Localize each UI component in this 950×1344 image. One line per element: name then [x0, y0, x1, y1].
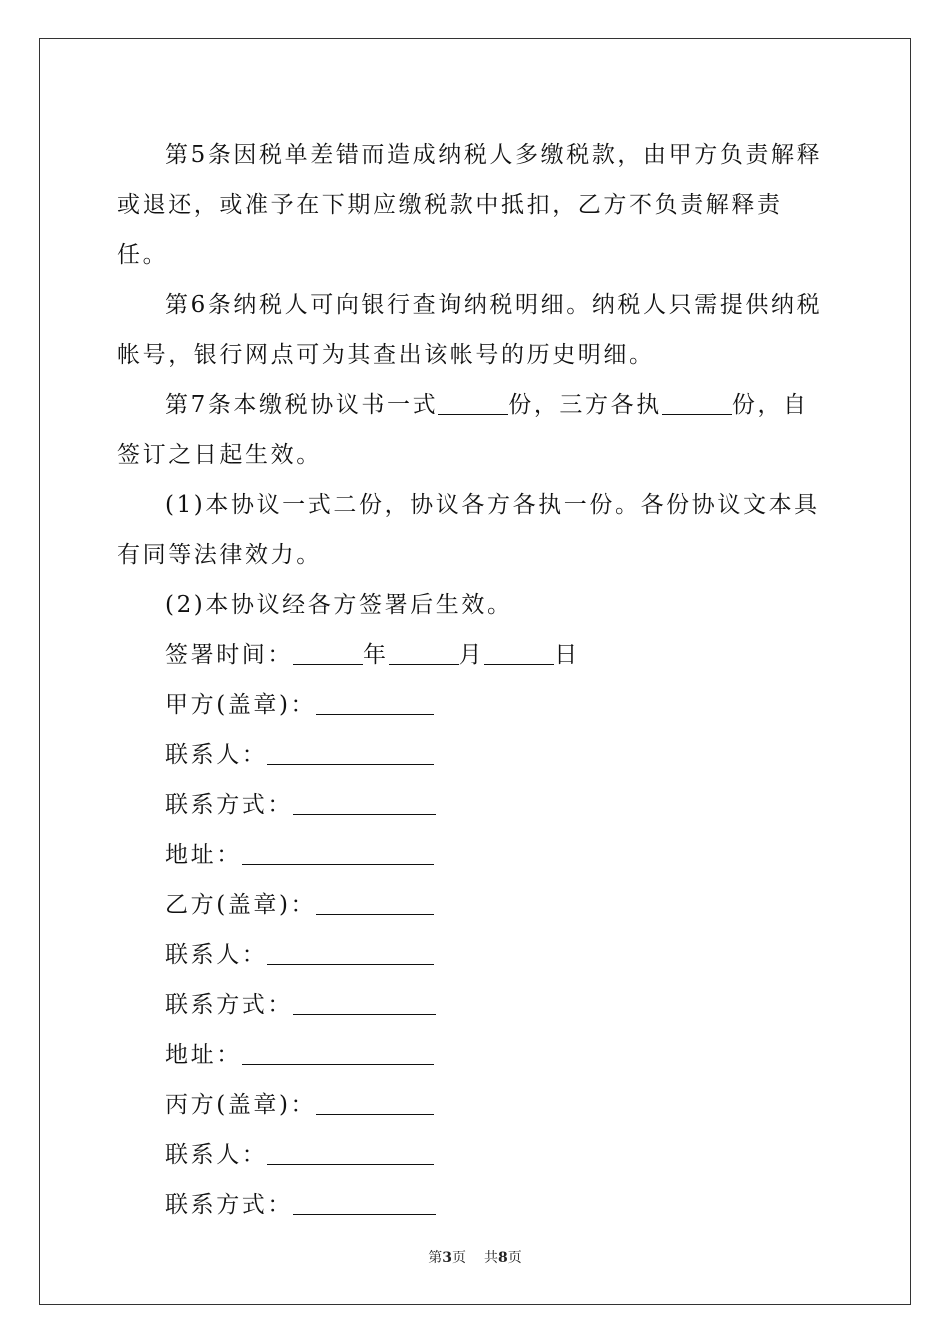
party-b-contact-blank — [267, 940, 434, 965]
day-label: 日 — [554, 642, 580, 668]
party-a-seal-label: 甲方(盖章)： — [165, 692, 317, 718]
clause-6-paragraph: 第6条纳税人可向银行查询纳税明细。纳税人只需提供纳税帐号，银行网点可为其查出该帐号的历史明细。 — [117, 292, 823, 368]
page-number: 3 — [442, 1250, 452, 1266]
total-pages: 8 — [498, 1250, 508, 1266]
party-c-seal-label: 丙方(盖章)： — [165, 1092, 317, 1118]
item-2-paragraph: (2)本协议经各方签署后生效。 — [165, 592, 513, 618]
page-suffix: 页 — [452, 1250, 466, 1266]
party-b-address-line — [117, 1030, 833, 1080]
party-b-method-line — [117, 980, 833, 1030]
party-b-seal-line — [117, 880, 833, 930]
party-c-seal-blank — [316, 1090, 434, 1115]
clause-5-paragraph: 第5条因税单差错而造成纳税人多缴税款，由甲方负责解释或退还，或准予在下期应缴税款中抵扣，乙方不负责解释责任。 — [117, 142, 823, 268]
party-a-contact-label: 联系人： — [165, 742, 268, 768]
total-prefix: 共 — [484, 1250, 498, 1266]
month-blank — [389, 640, 459, 665]
day-blank — [484, 640, 554, 665]
clause-7-text-a: 第7条本缴税协议书一式 — [165, 392, 439, 418]
document-body — [117, 130, 833, 1230]
party-a-method-line — [117, 780, 833, 830]
party-a-contact-blank — [267, 740, 434, 765]
party-b-address-blank — [242, 1040, 434, 1065]
sign-time-label: 签署时间： — [165, 642, 293, 668]
party-c-contact-line — [117, 1130, 833, 1180]
copies-each-blank — [662, 390, 732, 415]
party-a-seal-line — [117, 680, 833, 730]
page-footer — [0, 1247, 950, 1267]
party-c-method-label: 联系方式： — [165, 1192, 293, 1218]
page-prefix: 第 — [428, 1250, 443, 1266]
party-c-contact-blank — [267, 1140, 434, 1165]
party-a-method-blank — [293, 790, 436, 815]
party-b-contact-label: 联系人： — [165, 942, 268, 968]
party-a-address-label: 地址： — [165, 842, 242, 868]
party-c-method-line — [117, 1180, 833, 1230]
party-a-seal-blank — [316, 690, 434, 715]
party-b-address-label: 地址： — [165, 1042, 242, 1068]
party-a-method-label: 联系方式： — [165, 792, 293, 818]
clause-7-text-c: 份，自签订之日起生效。 — [117, 392, 809, 468]
party-a-address-line — [117, 830, 833, 880]
sign-time-line — [117, 630, 833, 680]
party-a-address-blank — [242, 840, 434, 865]
party-b-contact-line — [117, 930, 833, 980]
party-b-method-label: 联系方式： — [165, 992, 293, 1018]
party-a-contact-line — [117, 730, 833, 780]
item-1-paragraph: (1)本协议一式二份，协议各方各执一份。各份协议文本具有同等法律效力。 — [117, 492, 820, 568]
party-c-contact-label: 联系人： — [165, 1142, 268, 1168]
month-label: 月 — [458, 642, 485, 668]
party-b-seal-blank — [316, 890, 434, 915]
clause-7-text-b: 份，三方各执 — [508, 392, 662, 418]
year-blank — [293, 640, 363, 665]
party-c-method-blank — [293, 1190, 436, 1215]
year-label: 年 — [363, 642, 389, 668]
party-b-method-blank — [293, 990, 436, 1015]
copies-total-blank — [438, 390, 508, 415]
party-b-seal-label: 乙方(盖章)： — [165, 892, 317, 918]
clause-7-paragraph — [117, 380, 833, 480]
total-suffix: 页 — [507, 1250, 522, 1266]
party-c-seal-line — [117, 1080, 833, 1130]
